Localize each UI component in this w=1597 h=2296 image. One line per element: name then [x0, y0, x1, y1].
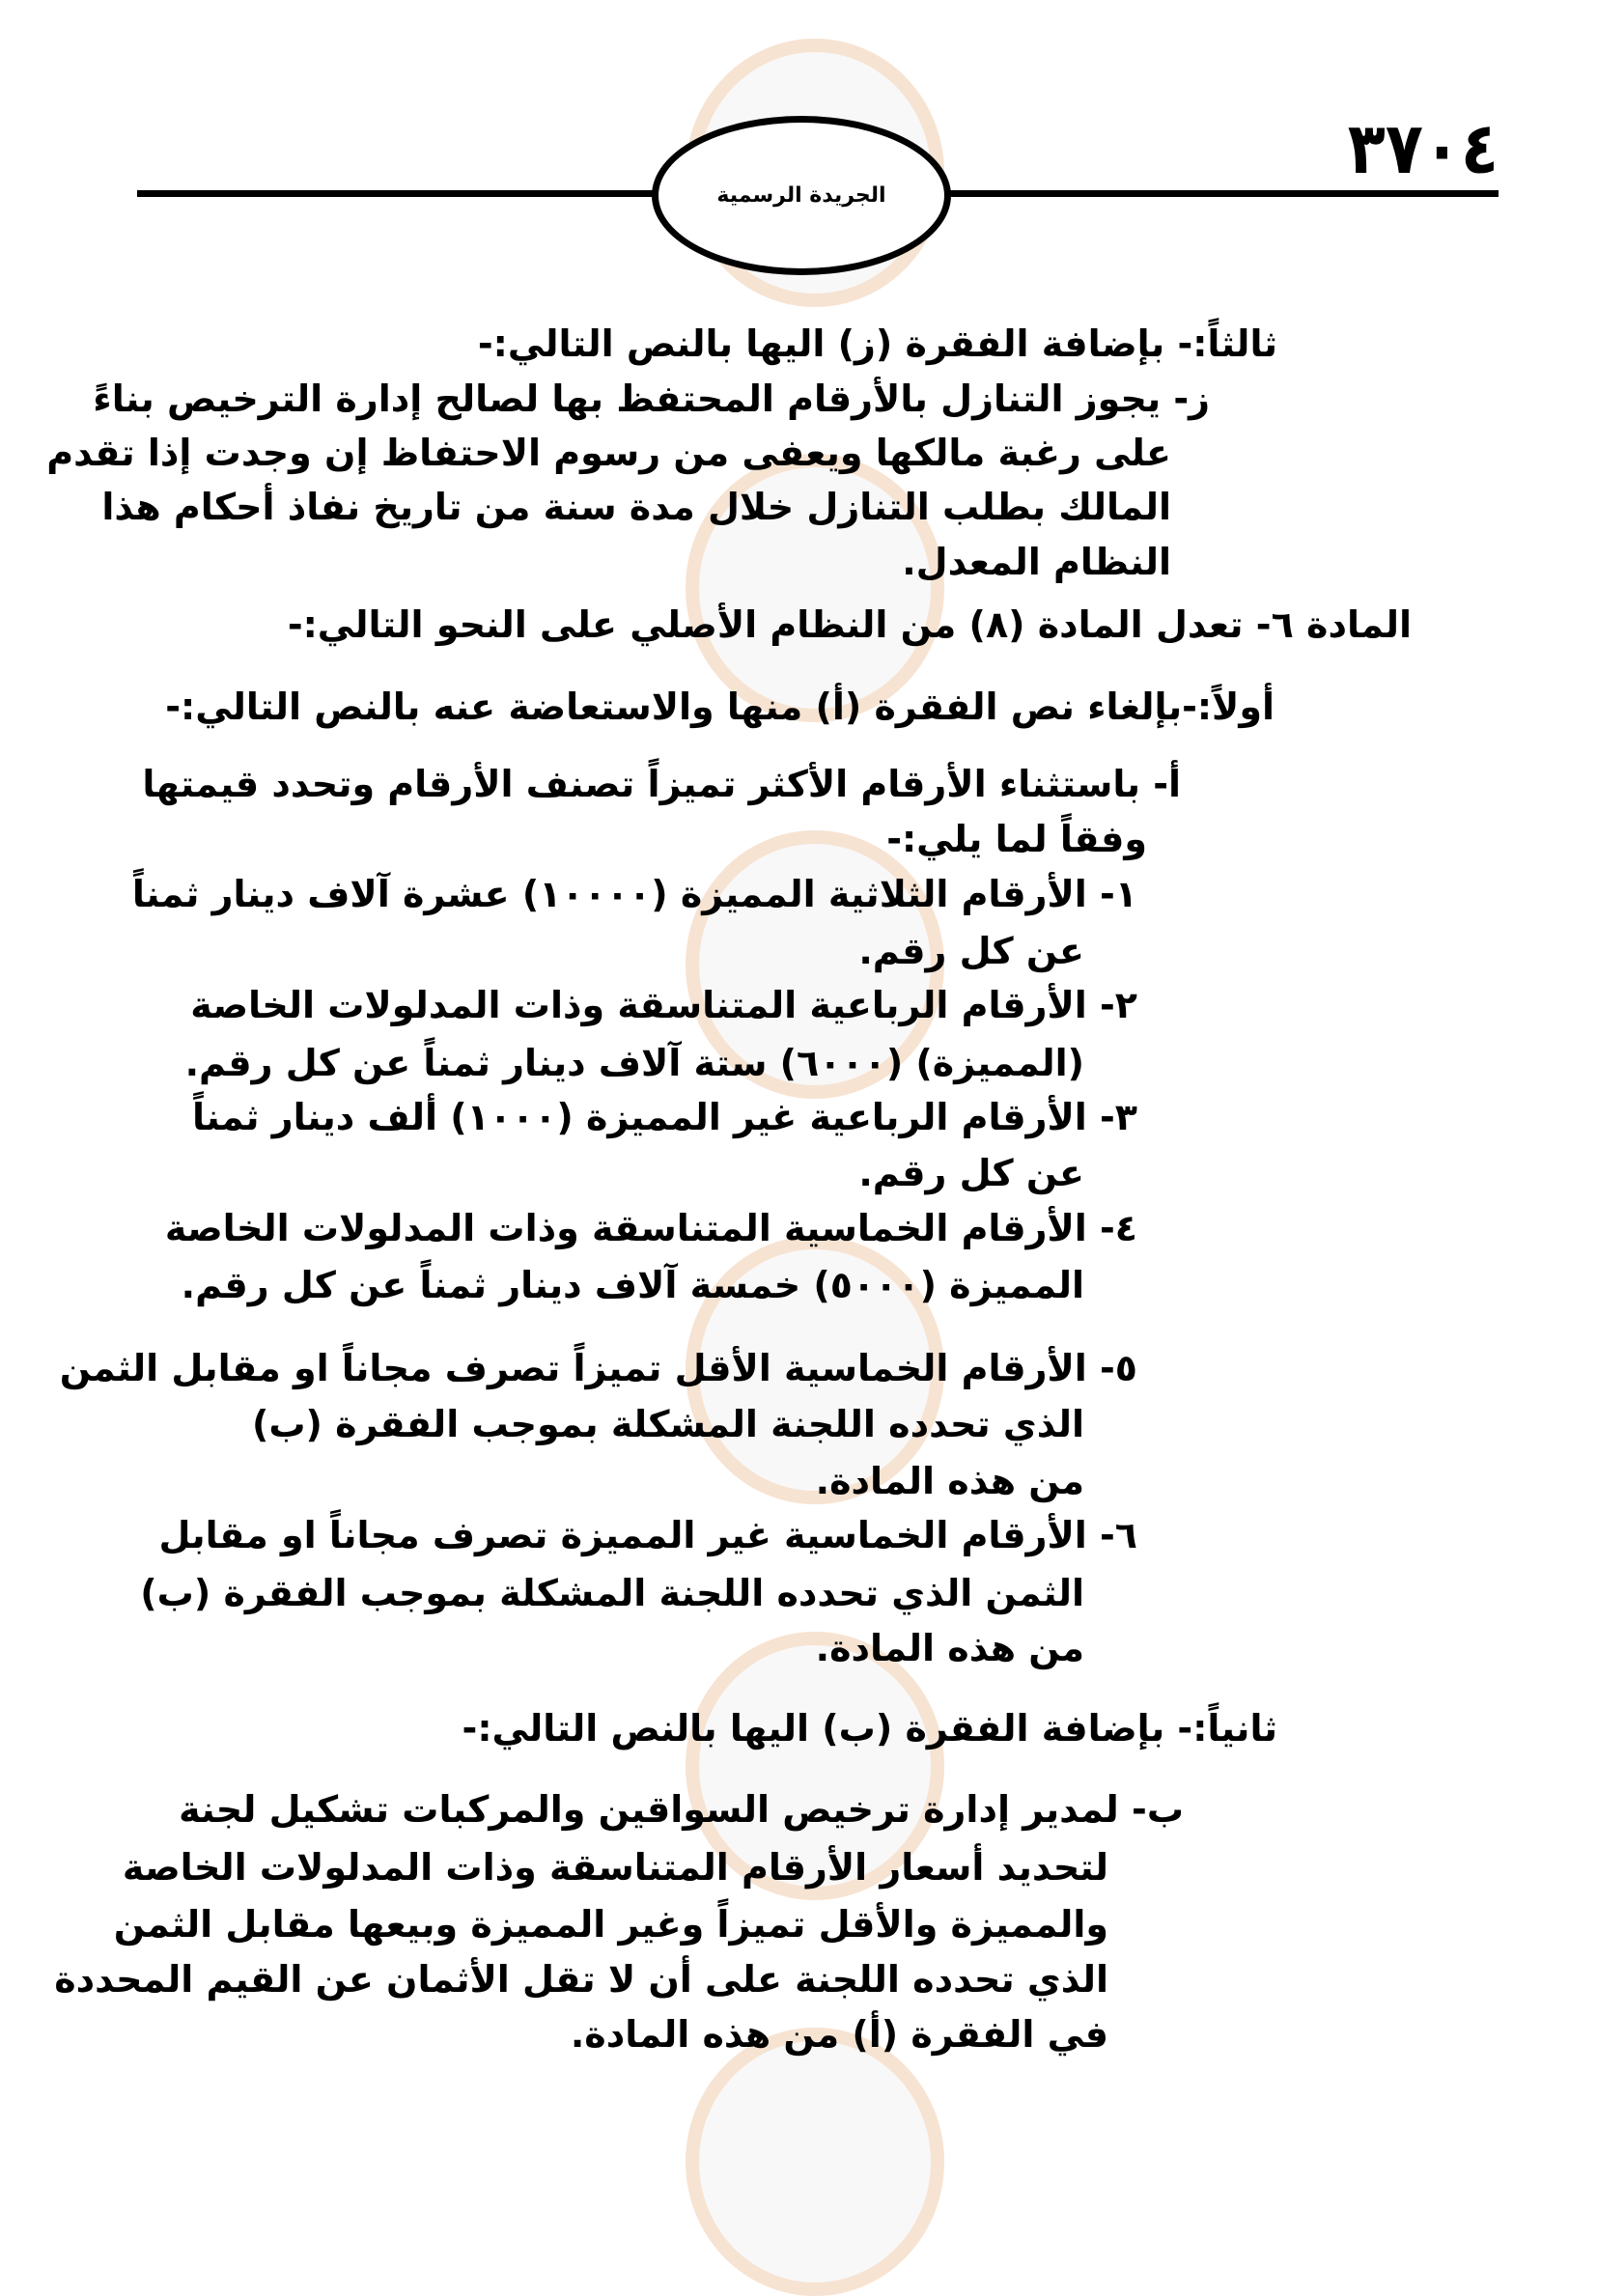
text-line: عن كل رقم.: [858, 930, 1084, 972]
gazette-emblem: [652, 116, 951, 275]
gazette-name: الجريدة الرسمية: [716, 183, 886, 208]
text-line: على رغبة مالكها ويعفى من رسوم الاحتفاظ إن وجدت إذا تقدم: [46, 432, 1171, 474]
text-line: ب- لمدير إدارة ترخيص السواقين والمركبات تشكيل لجنة: [179, 1788, 1184, 1831]
text-line: عن كل رقم.: [858, 1152, 1084, 1194]
text-line: ثالثاً:- بإضافة الفقرة (ز) اليها بالنص التالي:-: [477, 322, 1277, 365]
text-line: من هذه المادة.: [815, 1627, 1084, 1669]
text-line: من هذه المادة.: [815, 1460, 1084, 1502]
text-line: لتحديد أسعار الأرقام المتناسقة وذات المدلولات الخاصة: [122, 1846, 1108, 1889]
watermark-clock-logo: [686, 2028, 944, 2296]
text-line: ٦- الأرقام الخماسية غير المميزة تصرف مجاناً او مقابل: [158, 1514, 1137, 1556]
text-line: المميزة (٥٠٠٠) خمسة آلاف دينار ثمناً عن كل رقم.: [181, 1264, 1084, 1306]
text-line: الذي تحدده اللجنة على أن لا تقل الأثمان عن القيم المحددة: [54, 1958, 1108, 2001]
text-line: أولاً:-بإلغاء نص الفقرة (أ) منها والاستعاضة عنه بالنص التالي:-: [165, 686, 1275, 728]
text-line: الذي تحدده اللجنة المشكلة بموجب الفقرة (ب): [252, 1403, 1084, 1445]
text-line: ٢- الأرقام الرباعية المتناسقة وذات المدلولات الخاصة: [190, 984, 1137, 1026]
text-line: في الفقرة (أ) من هذه المادة.: [570, 2013, 1108, 2056]
text-line: ٣- الأرقام الرباعية غير المميزة (١٠٠٠) ألف دينار ثمناً: [192, 1096, 1137, 1138]
text-line: الثمن الذي تحدده اللجنة المشكلة بموجب الفقرة (ب): [140, 1572, 1084, 1614]
text-line: وفقاً لما يلي:-: [886, 818, 1147, 860]
text-line: ثانياً:- بإضافة الفقرة (ب) اليها بالنص التالي:-: [462, 1707, 1277, 1750]
text-line: المادة ٦- تعدل المادة (٨) من النظام الأصلي على النحو التالي:-: [287, 603, 1412, 646]
text-line: المالك بطلب التنازل خلال مدة سنة من تاريخ نفاذ أحكام هذا: [101, 486, 1171, 528]
text-line: ١- الأرقام الثلاثية المميزة (١٠٠٠٠) عشرة آلاف دينار ثمناً: [131, 873, 1137, 915]
text-line: النظام المعدل.: [902, 541, 1171, 583]
text-line: ٥- الأرقام الخماسية الأقل تميزاً تصرف مجاناً او مقابل الثمن: [59, 1347, 1137, 1389]
text-line: (المميزة) (٦٠٠٠) ستة آلاف دينار ثمناً عن كل رقم.: [184, 1042, 1084, 1084]
page-number: ٣٧٠٤: [1347, 108, 1499, 191]
text-line: أ- باستثناء الأرقام الأكثر تميزاً تصنف الأرقام وتحدد قيمتها: [142, 763, 1181, 805]
text-line: ز- يجوز التنازل بالأرقام المحتفظ بها لصالح إدارة الترخيص بناءً: [93, 378, 1210, 420]
text-line: ٤- الأرقام الخماسية المتناسقة وذات المدلولات الخاصة: [164, 1207, 1137, 1249]
text-line: والمميزة والأقل تميزاً وغير المميزة وبيعها مقابل الثمن: [113, 1903, 1108, 1946]
